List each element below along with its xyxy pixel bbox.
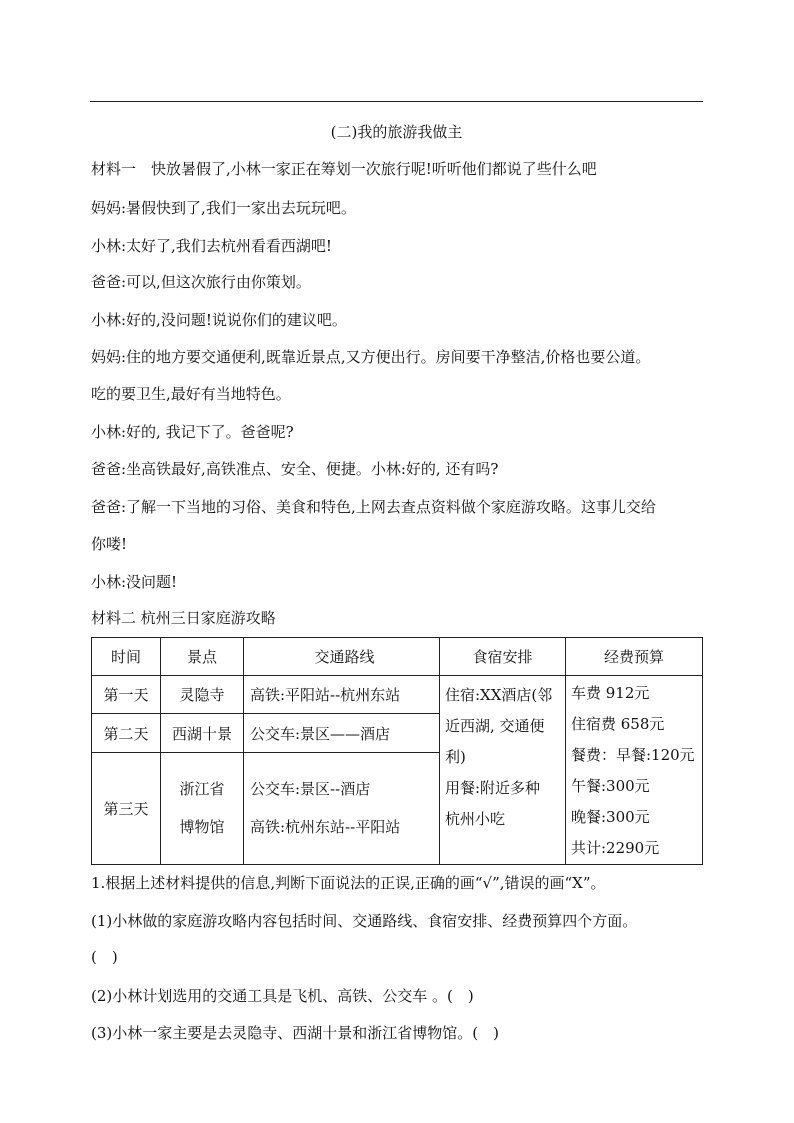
row-time: 第一天 <box>92 676 161 714</box>
dialogue-line: 吃的要卫生,最好有当地特色。 <box>91 385 291 403</box>
food-lodging-line: 近西湖, 交通便 <box>445 717 545 735</box>
question-2: (2)小林计划选用的交通工具是飞机、高铁、公交车 。( ) <box>91 987 474 1005</box>
row-time: 第三天 <box>92 752 161 864</box>
budget-line: 午餐:300元 <box>571 777 650 795</box>
material-two-heading: 材料二 杭州三日家庭游攻略 <box>91 609 276 627</box>
question-1: (1)小林做的家庭游攻略内容包括时间、交通路线、食宿安排、经费预算四个方面。 <box>91 912 638 930</box>
dialogue-line: 爸爸:了解一下当地的习俗、美食和特色,上网去查点资料做个家庭游攻略。这事儿交给 <box>91 498 656 516</box>
row-spot: 西湖十景 <box>161 714 244 752</box>
food-lodging-cell <box>440 676 566 865</box>
table-header-row <box>92 638 703 676</box>
dialogue-line: 小林:好的, 我记下了。爸爸呢? <box>91 423 294 441</box>
budget-line: 住宿费 658元 <box>571 715 665 733</box>
row-spot <box>161 752 244 864</box>
budget-line: 餐费：早餐:120元 <box>571 746 695 764</box>
table-row <box>92 676 703 714</box>
budget-cell <box>566 676 703 865</box>
question-instruction: 1.根据上述材料提供的信息,判断下面说法的正误,正确的画“√”,错误的画“X”。 <box>91 874 606 892</box>
food-lodging-line: 用餐:附近多种 <box>445 779 541 797</box>
header-budget: 经费预算 <box>566 638 703 676</box>
header-time: 时间 <box>92 638 161 676</box>
dialogue-line: 小林:好的,没问题!说说你们的建议吧。 <box>91 311 347 329</box>
header-route: 交通路线 <box>244 638 440 676</box>
dialogue-line: 爸爸:可以,但这次旅行由你策划。 <box>91 273 311 291</box>
row-time: 第二天 <box>92 714 161 752</box>
row-spot: 灵隐寺 <box>161 676 244 714</box>
row-spot-line: 博物馆 <box>179 818 225 837</box>
budget-line: 共计:2290元 <box>571 839 660 857</box>
dialogue-line: 你喽! <box>91 535 128 553</box>
header-food-lodging: 食宿安排 <box>440 638 566 676</box>
food-lodging-line: 住宿:XX酒店(邻 <box>445 686 553 704</box>
row-route: 公交车:景区——酒店 <box>244 714 440 752</box>
question-3: (3)小林一家主要是去灵隐寺、西湖十景和浙江省博物馆。( ) <box>91 1024 499 1042</box>
dialogue-line: 爸爸:坐高铁最好,高铁准点、安全、便捷。小林:好的, 还有吗? <box>91 460 499 478</box>
row-spot-line: 浙江省 <box>179 780 225 799</box>
dialogue-line: 小林:太好了,我们去杭州看看西湖吧! <box>91 237 332 255</box>
dialogue-line: 妈妈:暑假快到了,我们一家出去玩玩吧。 <box>91 199 356 217</box>
dialogue-line: 小林:没问题! <box>91 573 178 591</box>
dialogue-line: 妈妈:住的地方要交通便利,既靠近景点,又方便出行。房间要干净整洁,价格也要公道。 <box>91 348 651 366</box>
row-route: 高铁:平阳站--杭州东站 <box>244 676 440 714</box>
material-one-intro: 材料一 快放暑假了,小林一家正在筹划一次旅行呢!听听他们都说了些什么吧 <box>91 160 597 178</box>
row-route-line: 公交车:景区--酒店 <box>250 780 371 799</box>
food-lodging-line: 利) <box>445 748 466 766</box>
row-route <box>244 752 440 864</box>
header-rule <box>90 101 703 102</box>
budget-line: 晚餐:300元 <box>571 808 650 826</box>
budget-line: 车费 912元 <box>571 684 650 702</box>
section-title: (二)我的旅游我做主 <box>330 123 463 141</box>
row-route-line: 高铁:杭州东站--平阳站 <box>250 818 401 837</box>
food-lodging-line: 杭州小吃 <box>445 810 506 828</box>
header-spot: 景点 <box>161 638 244 676</box>
travel-plan-table <box>91 637 703 865</box>
answer-blank: ( ) <box>91 948 118 966</box>
